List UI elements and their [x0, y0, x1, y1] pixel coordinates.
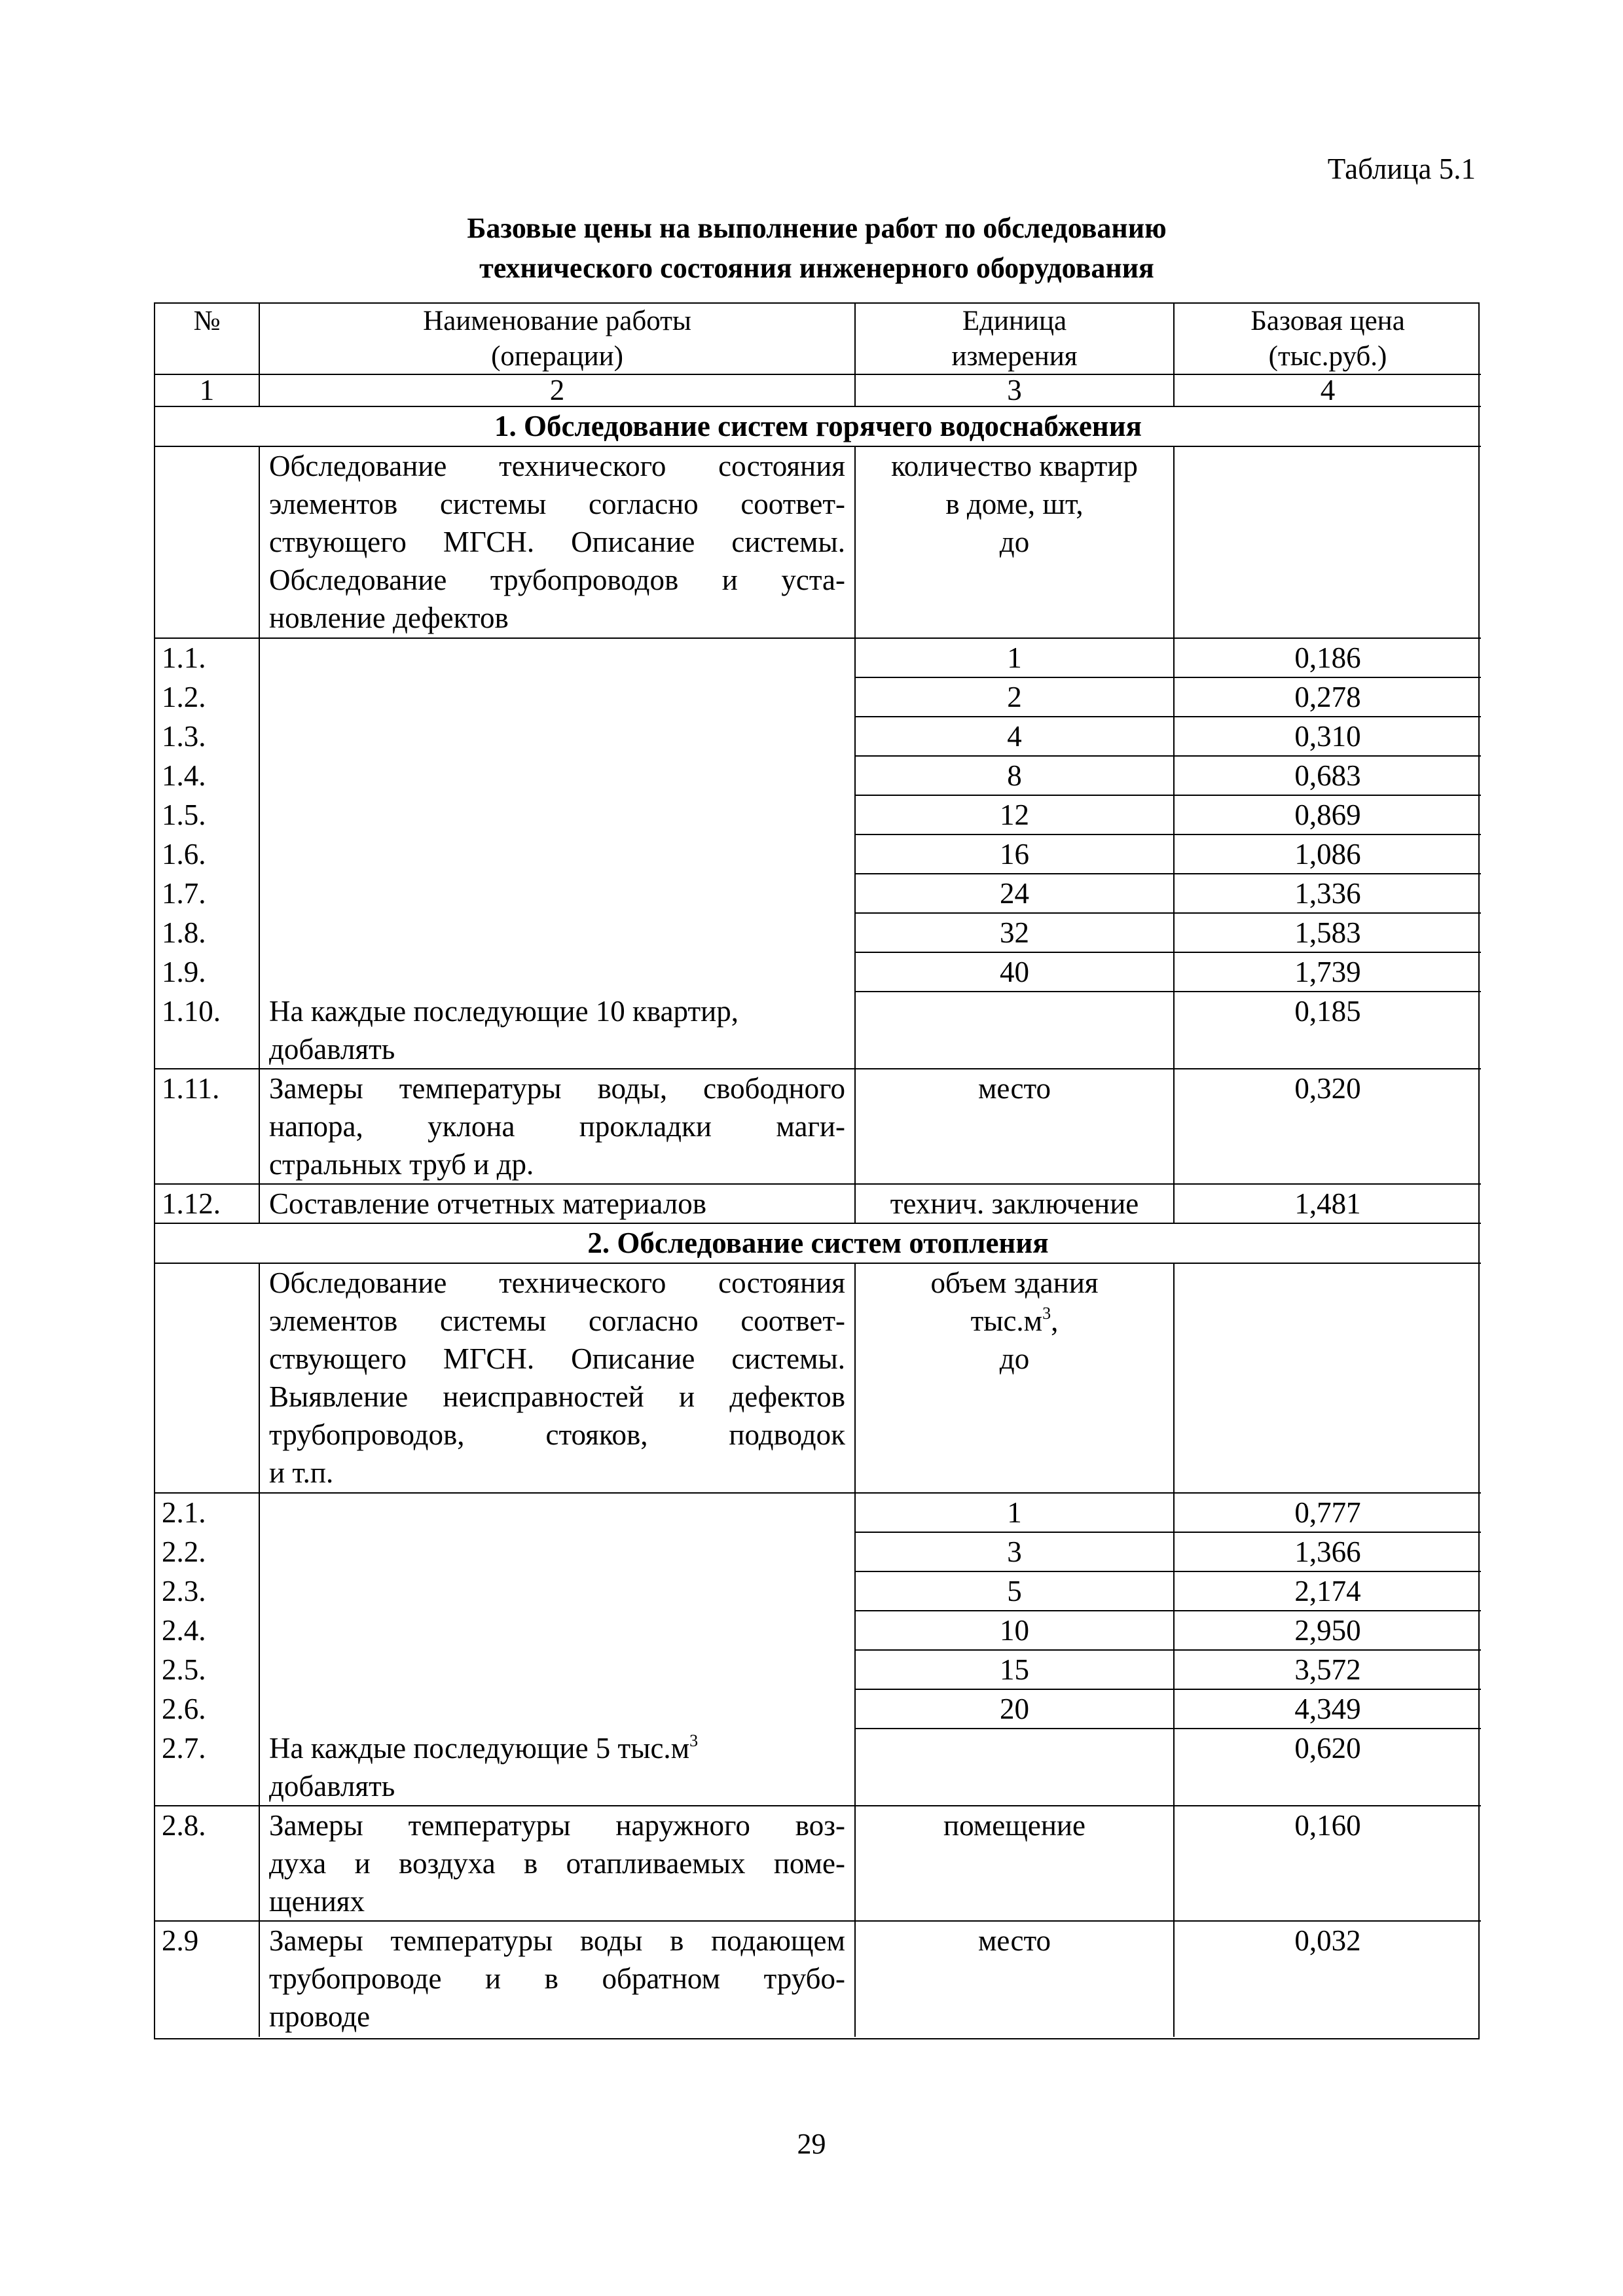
- price-table: [154, 302, 1480, 2039]
- price-cell: 2,174: [1175, 1572, 1481, 1611]
- section-2-numbers: [155, 1494, 260, 1729]
- price-cell: 0,185: [1175, 992, 1481, 1069]
- col-number-2: 2: [260, 375, 856, 407]
- row-number: 2.5.: [162, 1653, 206, 1686]
- header-num: №: [155, 304, 260, 375]
- price-cell: 0,683: [1175, 757, 1481, 796]
- unit-cell: 8: [856, 757, 1175, 796]
- row-number: 1.4.: [162, 759, 206, 792]
- col-number-3: 3: [856, 375, 1175, 407]
- row-number: 2.8.: [155, 1806, 260, 1922]
- row-number: 1.5.: [162, 798, 206, 831]
- price-cell: 1,583: [1175, 914, 1481, 953]
- section-1-desc-num: [155, 447, 260, 639]
- unit-cell: 1: [856, 1494, 1175, 1533]
- section-2-empty-name: [260, 1494, 856, 1729]
- price-cell: 1,481: [1175, 1185, 1481, 1224]
- row-name: Замеры температуры воды, свободного напора, уклона прокладки маги- стральных труб и др.: [260, 1069, 856, 1185]
- price-cell: 1,336: [1175, 874, 1481, 914]
- col-number-4: 4: [1175, 375, 1481, 407]
- section-2-desc-price: [1175, 1264, 1481, 1494]
- row-number: 1.12.: [155, 1185, 260, 1224]
- price-cell: 1,086: [1175, 835, 1481, 874]
- table-label: Таблица 5.1: [1327, 152, 1476, 185]
- price-cell: 0,310: [1175, 717, 1481, 757]
- section-1-description: Обследование технического состояния элементов системы согласно соответ- ствующего МГСН. Описание системы. Обследование трубопроводов и уста- новление дефектов: [260, 447, 856, 639]
- unit-cell: 10: [856, 1611, 1175, 1651]
- row-number: 2.2.: [162, 1535, 206, 1568]
- section-1-unit-desc: количество квартир в доме, шт, до: [856, 447, 1175, 639]
- unit-cell: помещение: [856, 1806, 1175, 1922]
- unit-cell: 20: [856, 1690, 1175, 1729]
- section-2-desc-num: [155, 1264, 260, 1494]
- unit-cell: 16: [856, 835, 1175, 874]
- row-number: 1.2.: [162, 681, 206, 713]
- row-name: Замеры температуры воды в подающем трубопроводе и в обратном трубо- проводе: [260, 1922, 856, 2037]
- table-title: [154, 208, 1480, 288]
- section-1-numbers: [155, 639, 260, 992]
- price-cell: 0,032: [1294, 1924, 1361, 1957]
- unit-cell: 40: [856, 953, 1175, 992]
- unit-cell: 32: [856, 914, 1175, 953]
- row-number: 2.4.: [162, 1614, 206, 1647]
- section-2-unit-desc: объем здания $тыс.м^3$, до: [856, 1264, 1175, 1494]
- unit-cell: 5: [856, 1572, 1175, 1611]
- unit-cell: технич. заключение: [856, 1185, 1175, 1224]
- unit-cell: 4: [856, 717, 1175, 757]
- row-number: 1.1.: [162, 641, 206, 674]
- price-cell: 0,869: [1175, 796, 1481, 835]
- price-cell: 1,739: [1175, 953, 1481, 992]
- page-number: 29: [797, 2128, 826, 2160]
- row-name: Составление отчетных материалов: [260, 1185, 856, 1224]
- unit-cell: [856, 1729, 1175, 1806]
- price-cell: 0,320: [1175, 1069, 1481, 1185]
- row-number: 1.11.: [155, 1069, 260, 1185]
- row-number: 2.7.: [155, 1729, 260, 1806]
- unit-cell: 24: [856, 874, 1175, 914]
- section-1-title: 1. Обследование систем горячего водоснабжения: [155, 407, 1481, 447]
- row-number: 2.9: [155, 1922, 260, 2037]
- header-name: Наименование работы (операции): [260, 304, 856, 375]
- unit-cell: 12: [856, 796, 1175, 835]
- unit-cell: 3: [856, 1533, 1175, 1572]
- price-cell: 0,620: [1175, 1729, 1481, 1806]
- title-line-2: технического состояния инженерного оборудования: [479, 252, 1154, 284]
- row-number: 1.8.: [162, 916, 206, 949]
- row-number: 1.7.: [162, 877, 206, 910]
- row-name: На каждые последующие 5 $тыс.м^3$ добавлять: [260, 1729, 856, 1806]
- section-2-title: 2. Обследование систем отопления: [155, 1224, 1481, 1264]
- row-number: 2.1.: [162, 1496, 206, 1529]
- unit-cell: 1: [856, 639, 1175, 678]
- section-1-empty-name: [260, 639, 856, 992]
- section-1-desc-price: [1175, 447, 1481, 639]
- row-number: 2.6.: [162, 1693, 206, 1725]
- price-cell: 4,349: [1175, 1690, 1481, 1729]
- price-cell: 1,366: [1175, 1533, 1481, 1572]
- row-number: 1.3.: [162, 720, 206, 753]
- price-cell: 0,278: [1175, 678, 1481, 717]
- price-cell: 0,160: [1175, 1806, 1481, 1922]
- header-price: Базовая цена (тыс.руб.): [1175, 304, 1481, 375]
- price-cell: 3,572: [1175, 1651, 1481, 1690]
- unit-cell: 15: [856, 1651, 1175, 1690]
- price-cell: 0,186: [1175, 639, 1481, 678]
- row-number: 1.9.: [162, 956, 206, 988]
- row-number: 1.10.: [155, 992, 260, 1069]
- row-number: 2.3.: [162, 1575, 206, 1607]
- title-line-1: Базовые цены на выполнение работ по обследованию: [467, 212, 1167, 244]
- row-name: Замеры температуры наружного воз- духа и воздуха в отапливаемых поме- щениях: [260, 1806, 856, 1922]
- unit-cell: место: [856, 1069, 1175, 1185]
- price-cell: 0,777: [1175, 1494, 1481, 1533]
- unit-cell: место: [856, 1922, 1175, 2037]
- unit-cell: [856, 992, 1175, 1069]
- price-cell: 2,950: [1175, 1611, 1481, 1651]
- row-number: 1.6.: [162, 838, 206, 870]
- header-unit: Единица измерения: [856, 304, 1175, 375]
- col-number-1: 1: [155, 375, 260, 407]
- section-2-description: Обследование технического состояния элементов системы согласно соответ- ствующего МГСН. Описание системы. Выявление неисправностей и дефектов трубопроводов, стояков, подводок и т.п.: [260, 1264, 856, 1494]
- unit-cell: 2: [856, 678, 1175, 717]
- row-name: На каждые последующие 10 квартир, добавлять: [260, 992, 856, 1069]
